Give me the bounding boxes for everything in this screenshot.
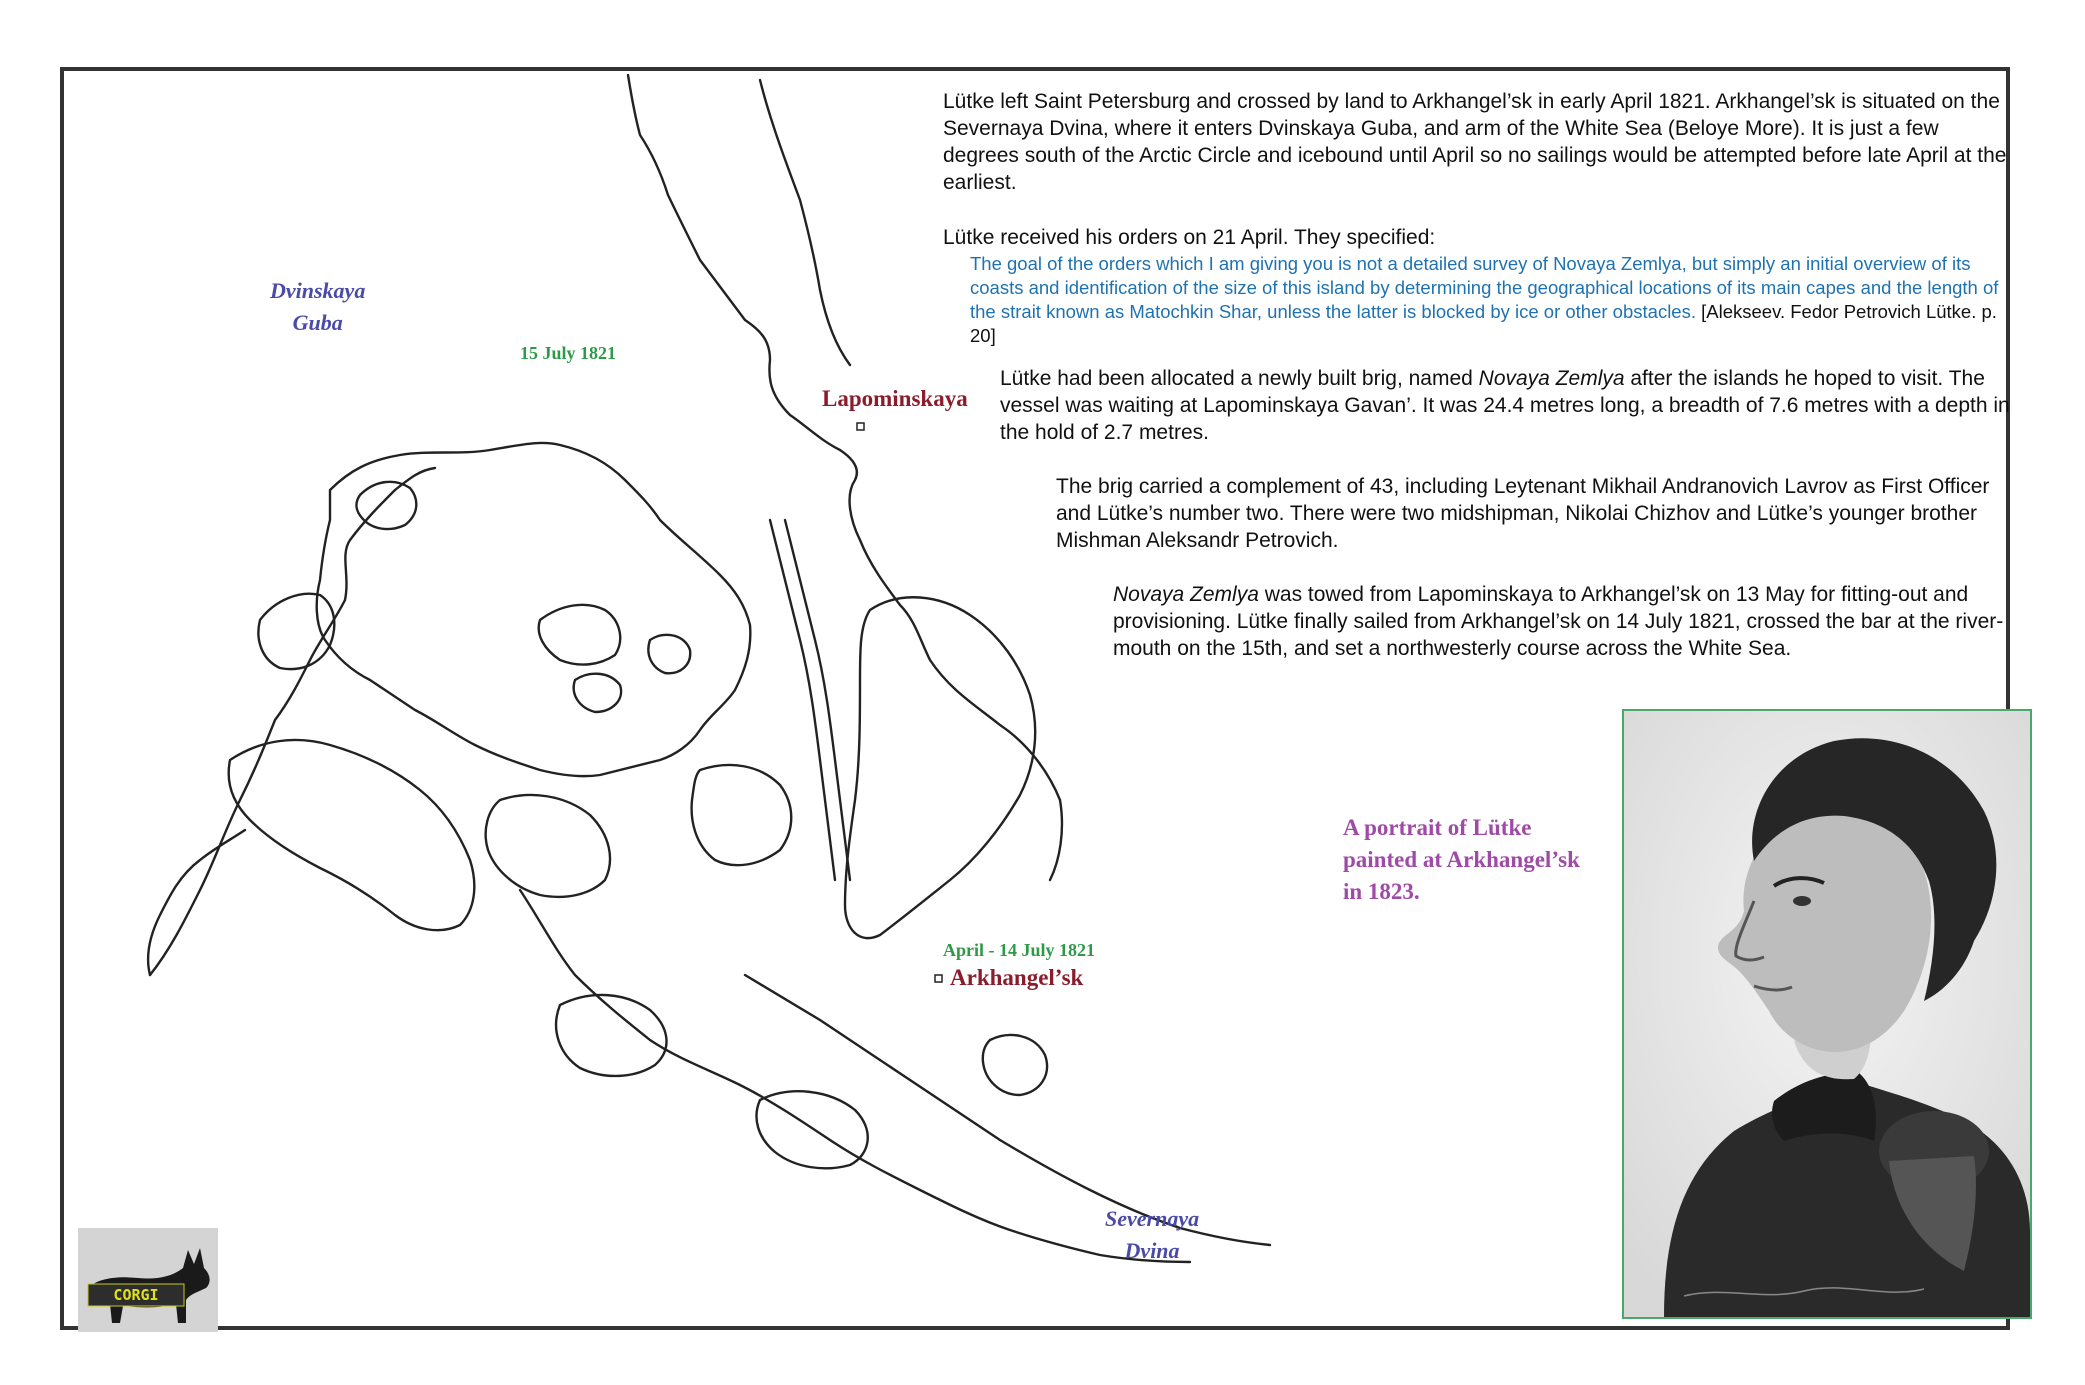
- portrait-image: [1622, 709, 2032, 1319]
- west-lobe-1: [258, 594, 334, 669]
- inner-isle-2: [574, 674, 621, 712]
- place-lapominskaya: Lapominskaya: [822, 386, 968, 411]
- channel-2: [785, 520, 850, 880]
- portrait-caption-line3: in 1823.: [1343, 879, 1420, 904]
- date-april-14-july: April - 14 July 1821: [943, 940, 1096, 960]
- portrait-sketch: [1624, 711, 2030, 1317]
- paragraph-5-b: was towed from Lapominskaya to Arkhangel’sk on 13 May for fitting-out and provisioning. Lütke finally sailed from Arkhangel’sk on 14 July 1821, crossed the bar at the river-mouth on the 15th, and set a northwesterly course across the White Sea.: [1113, 583, 2004, 660]
- inner-isle-3: [648, 635, 690, 673]
- dvinskaya-guba-line1: Dvinskaya: [270, 278, 366, 303]
- paragraph-3-ship: Novaya Zemlya: [1478, 367, 1625, 390]
- lapominskaya-marker: [857, 423, 864, 430]
- corgi-icon: [78, 1228, 218, 1332]
- channel-1: [770, 520, 835, 880]
- paragraph-1: Lütke left Saint Petersburg and crossed by land to Arkhangel’sk in early April 1821. Arkhangel’sk is situated on the Severnaya Dvina, where it enters Dvinskaya Guba, and arm of the White Sea (Beloye More). It is just a few degrees south of the Arctic Circle and icebound until April so no sailings would be attempted before late April at the earliest.: [943, 90, 2007, 194]
- island-mid-2: [486, 795, 610, 897]
- arkhangelsk-marker: [935, 975, 942, 982]
- orders-quote-citation: [Alekseev. Fedor Petrovich Lütke. p. 20]: [970, 301, 1997, 346]
- orders-quote-text: The goal of the orders which I am giving you is not a detailed survey of Novaya Zemlya, but simply an initial overview of its coasts and identification of the size of this island by determining the geographical locations of its main capes and the length of the strait known as Matochkin Shar, unless the latter is blocked by ice or other obstacles.: [970, 253, 1999, 322]
- island-mid-1: [692, 765, 792, 865]
- island-east-long: [845, 597, 1035, 938]
- paragraph-3: [1000, 365, 2015, 446]
- paragraph-3-b: after the islands he hoped to visit. The vessel was waiting at Lapominskaya Gavan’. It was 24.4 metres long, a breadth of 7.6 metres with a depth in the hold of 2.7 metres.: [1000, 367, 2010, 444]
- severnaya-dvina-label: [1105, 1203, 1199, 1267]
- north-spit: [760, 80, 850, 365]
- portrait-caption-line2: painted at Arkhangel’sk: [1343, 847, 1580, 872]
- dvinskaya-guba-label: [270, 275, 365, 339]
- severnaya-dvina-line2: Dvina: [1124, 1238, 1180, 1263]
- far-west-coast: [148, 830, 245, 975]
- paragraph-4: The brig carried a complement of 43, including Leytenant Mikhail Andranovich Lavrov as First Officer and Lütke’s number two. There were two midshipman, Nikolai Chizhov and Lütke’s younger brother Mishman Aleksandr Petrovich.: [1056, 475, 1990, 552]
- corgi-logo: [78, 1228, 218, 1332]
- west-peninsula: [229, 740, 475, 930]
- severnaya-dvina-line1: Severnaya: [1105, 1206, 1200, 1231]
- portrait-caption-line1: A portrait of Lütke: [1343, 815, 1532, 840]
- paragraph-5: [1113, 581, 2018, 662]
- inner-isle-1: [539, 605, 621, 665]
- paragraph-3-a: Lütke had been allocated a newly built brig, named: [1000, 367, 1479, 390]
- paragraph-2: Lütke received his orders on 21 April. They specified:: [943, 226, 1436, 249]
- place-arkhangelsk: Arkhangel’sk: [950, 965, 1084, 990]
- island-north-big: [317, 443, 751, 776]
- west-coast: [150, 468, 435, 975]
- corgi-logo-text: CORGI: [113, 1286, 159, 1304]
- paragraph-5-ship: Novaya Zemlya: [1113, 583, 1259, 606]
- portrait-caption: [1343, 812, 1580, 908]
- south-island-2: [983, 1035, 1047, 1095]
- dvinskaya-guba-line2: Guba: [292, 310, 343, 335]
- orders-quote: [970, 252, 2010, 348]
- date-15-july: 15 July 1821: [520, 343, 617, 363]
- west-lobe-2: [356, 482, 416, 529]
